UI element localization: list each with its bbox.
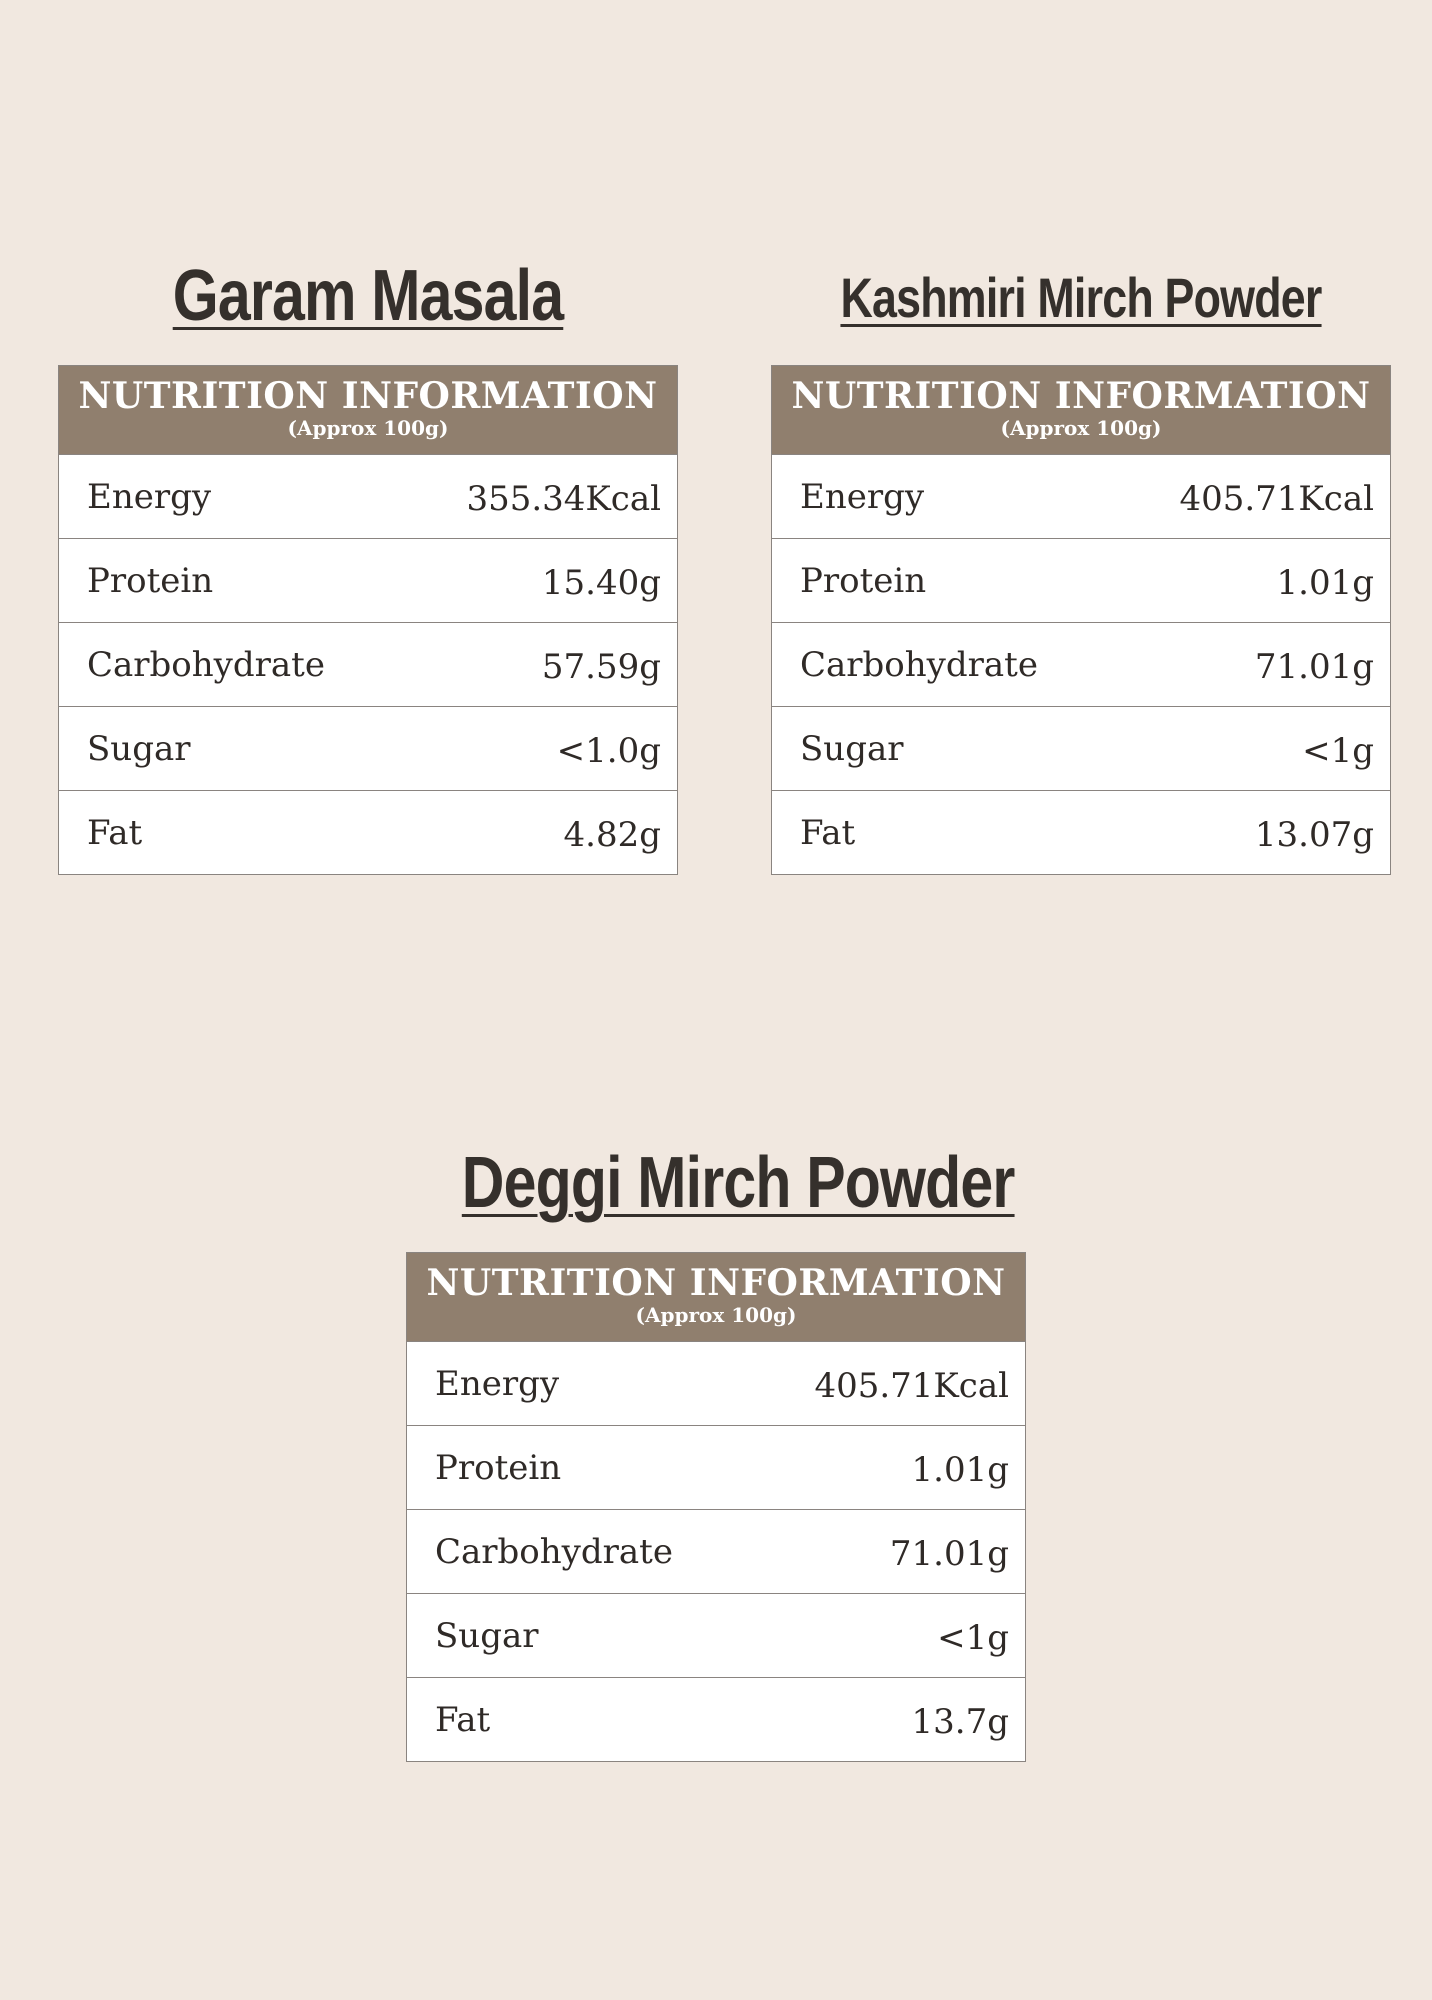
nutrient-row-energy [59, 454, 677, 538]
panel-subheading: (Approx 100g) [635, 1303, 797, 1327]
nutrient-name: Sugar [800, 729, 904, 769]
nutrient-row-sugar [407, 1593, 1025, 1677]
nutrient-row-fat [407, 1677, 1025, 1761]
nutrient-value: 405.71Kcal [1179, 479, 1374, 519]
nutrient-name: Fat [87, 813, 143, 853]
nutrient-value: <1g [937, 1618, 1009, 1658]
nutrient-value: 4.82g [563, 815, 661, 855]
panel-heading: NUTRITION INFORMATION [78, 375, 658, 417]
nutrient-row-fat [772, 790, 1390, 874]
panel-heading: NUTRITION INFORMATION [426, 1262, 1006, 1304]
nutrient-name: Protein [800, 561, 927, 601]
nutrient-name: Protein [87, 561, 214, 601]
nutrient-name: Energy [87, 477, 212, 517]
panel-heading: NUTRITION INFORMATION [791, 375, 1371, 417]
nutrient-value: 405.71Kcal [814, 1366, 1009, 1406]
nutrient-value: <1.0g [556, 731, 661, 771]
nutrient-value: <1g [1302, 731, 1374, 771]
panel-header [407, 1253, 1025, 1341]
nutrient-row-protein [407, 1425, 1025, 1509]
nutrient-row-sugar [772, 706, 1390, 790]
nutrient-value: 71.01g [889, 1534, 1009, 1574]
nutrient-name: Sugar [435, 1616, 539, 1656]
nutrient-name: Carbohydrate [87, 645, 325, 685]
nutrition-panel [406, 1252, 1026, 1762]
nutrient-name: Fat [800, 813, 856, 853]
nutrient-row-carbohydrate [407, 1509, 1025, 1593]
nutrient-row-energy [407, 1341, 1025, 1425]
nutrient-name: Energy [800, 477, 925, 517]
nutrient-value: 355.34Kcal [466, 479, 661, 519]
product-title: Deggi Mirch Powder [461, 1143, 1015, 1223]
nutrient-name: Sugar [87, 729, 191, 769]
panel-header [59, 366, 677, 454]
nutrient-row-fat [59, 790, 677, 874]
nutrient-row-energy [772, 454, 1390, 538]
nutrient-row-protein [772, 538, 1390, 622]
panel-subheading: (Approx 100g) [1000, 416, 1162, 440]
nutrient-row-carbohydrate [59, 622, 677, 706]
nutrition-panel [771, 365, 1391, 875]
nutrient-row-protein [59, 538, 677, 622]
panel-header [772, 366, 1390, 454]
nutrient-row-sugar [59, 706, 677, 790]
nutrient-value: 13.7g [911, 1702, 1009, 1742]
product-title: Garam Masala [172, 256, 564, 336]
nutrient-name: Carbohydrate [435, 1532, 673, 1572]
nutrient-name: Energy [435, 1364, 560, 1404]
nutrient-row-carbohydrate [772, 622, 1390, 706]
panel-subheading: (Approx 100g) [287, 416, 449, 440]
product-title: Kashmiri Mirch Powder [840, 266, 1322, 329]
nutrient-value: 1.01g [911, 1450, 1009, 1490]
nutrient-value: 15.40g [541, 563, 661, 603]
nutrient-value: 1.01g [1276, 563, 1374, 603]
nutrient-name: Protein [435, 1448, 562, 1488]
nutrient-value: 13.07g [1254, 815, 1374, 855]
nutrition-panel [58, 365, 678, 875]
nutrient-value: 71.01g [1254, 647, 1374, 687]
nutrient-value: 57.59g [541, 647, 661, 687]
nutrient-name: Carbohydrate [800, 645, 1038, 685]
nutrient-name: Fat [435, 1700, 491, 1740]
